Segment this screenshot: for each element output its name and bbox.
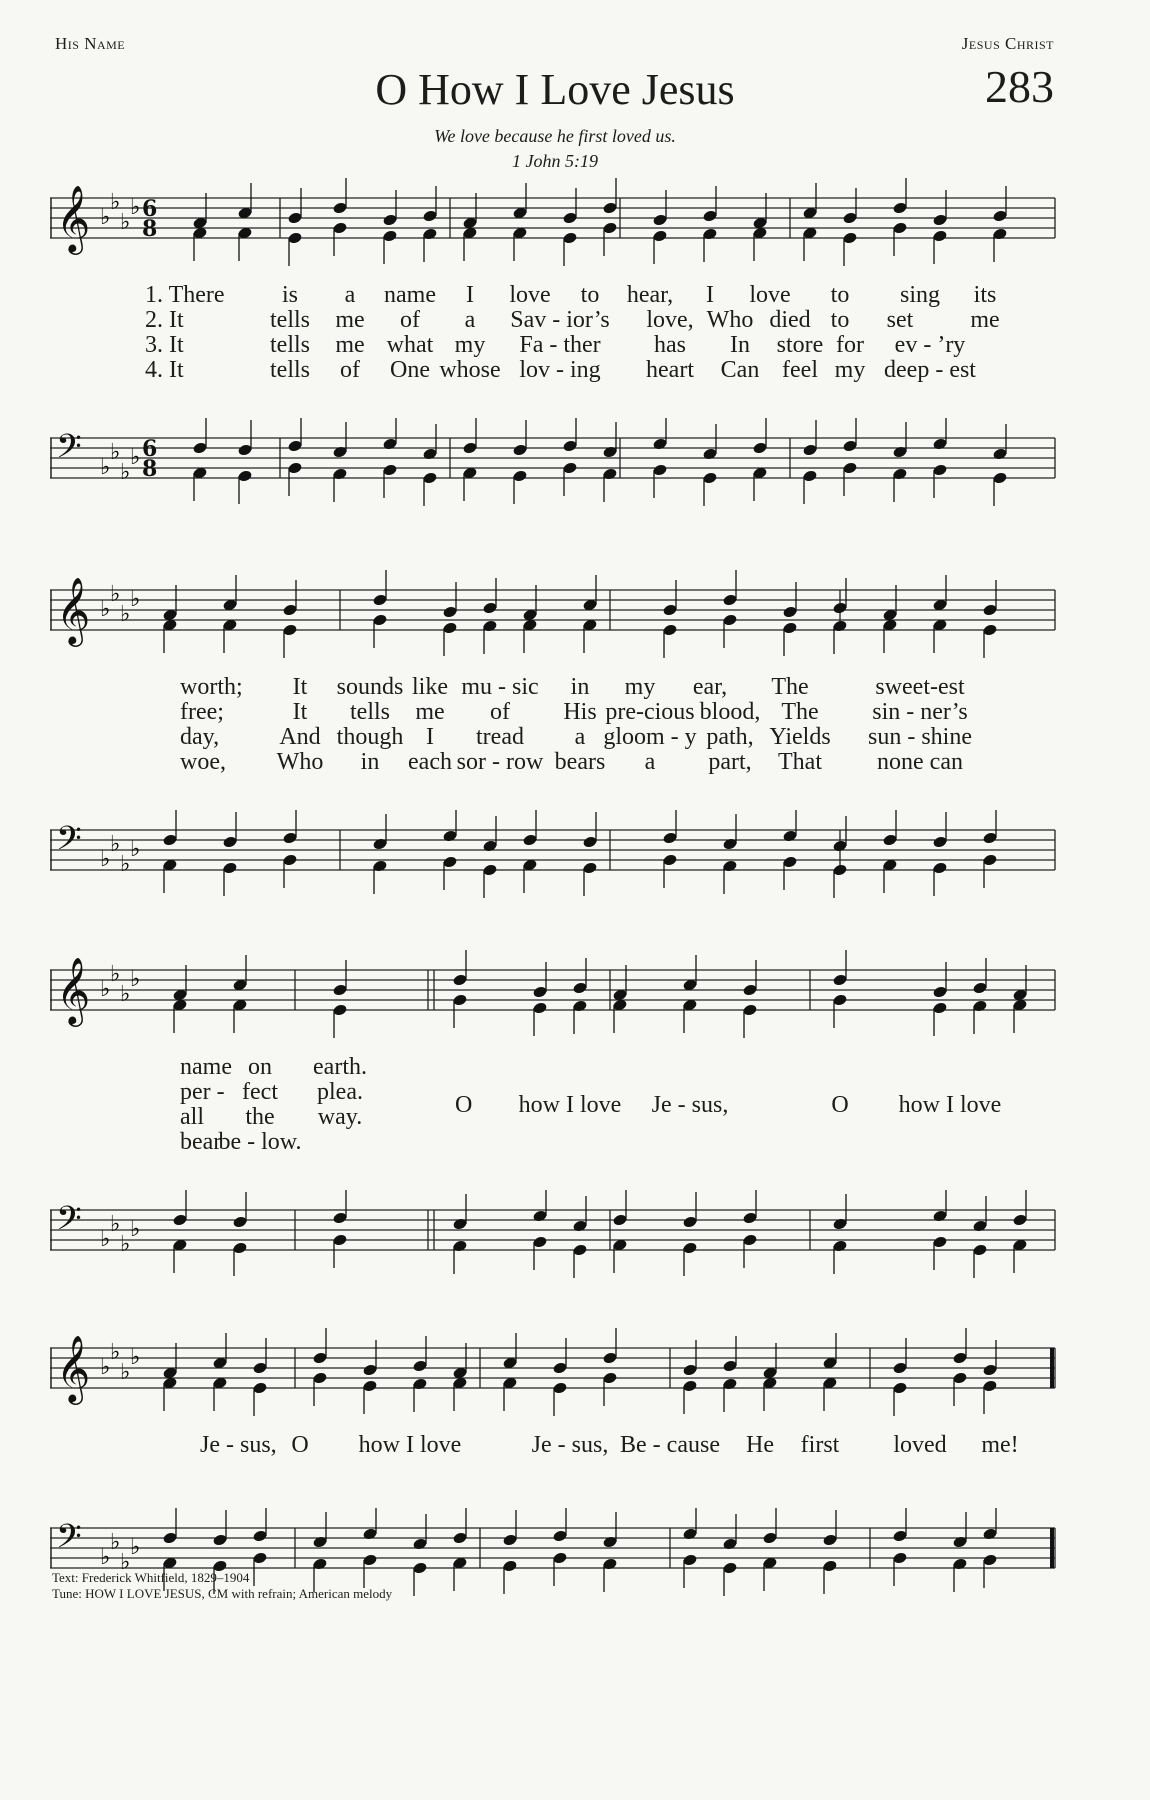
bass-staff xyxy=(50,1190,1060,1290)
hymn-number: 283 xyxy=(985,61,1054,112)
treble-staff xyxy=(50,1328,1060,1428)
verse-4-line xyxy=(50,1129,1060,1157)
lyric-syllable: sun - shine xyxy=(868,724,972,750)
flat-icon: ♭ xyxy=(120,1550,131,1575)
time-signature-top: 6 xyxy=(142,436,158,462)
flat-icon: ♭ xyxy=(100,597,111,622)
lyric-syllable: whose xyxy=(439,357,501,383)
lyric-syllable: ear, xyxy=(692,674,728,700)
lyric-syllable: heart xyxy=(646,357,694,383)
lyric-syllable: 1. There xyxy=(145,282,225,308)
lyric-syllable: how I love xyxy=(898,1092,1002,1118)
lyric-syllable: none can xyxy=(877,749,963,775)
lyric-syllable: Can xyxy=(720,357,760,383)
lyric-syllable: fect xyxy=(242,1079,278,1105)
lyric-syllable: O xyxy=(831,1092,849,1118)
lyric-syllable: The xyxy=(781,699,819,725)
lyric-syllable: Yields xyxy=(769,724,831,750)
bass-staff xyxy=(50,810,1060,910)
lyric-syllable: Je - sus, xyxy=(651,1092,729,1118)
lyric-syllable: though xyxy=(336,724,404,750)
flat-icon: ♭ xyxy=(120,460,131,485)
time-signature-top: 6 xyxy=(142,196,158,222)
lyric-syllable: Fa - ther xyxy=(519,332,601,358)
refrain-line xyxy=(50,1432,1060,1460)
flat-icon: ♭ xyxy=(130,195,141,220)
lyric-syllable: earth. xyxy=(313,1054,367,1080)
lyric-syllable: set xyxy=(886,307,914,333)
lyric-syllable: love, xyxy=(646,307,694,333)
flat-icon: ♭ xyxy=(130,837,141,862)
lyric-syllable: bear xyxy=(180,1129,222,1155)
flat-icon: ♭ xyxy=(130,587,141,612)
lyric-syllable: per - xyxy=(180,1079,225,1105)
flat-icon: ♭ xyxy=(120,602,131,627)
lyric-syllable: tells xyxy=(270,332,310,358)
lyric-syllable: love xyxy=(509,282,551,308)
lyric-syllable: has xyxy=(654,332,686,358)
flat-icon: ♭ xyxy=(110,1340,121,1365)
lyric-syllable: on xyxy=(248,1054,272,1080)
lyric-syllable: Who xyxy=(706,307,754,333)
lyric-syllable: me xyxy=(335,332,365,358)
lyric-syllable: a xyxy=(344,282,356,308)
lyric-syllable: first xyxy=(800,1432,840,1458)
lyric-syllable: each xyxy=(408,749,452,775)
lyric-syllable: mu - sic xyxy=(461,674,539,700)
lyric-syllable: O xyxy=(455,1092,473,1118)
music-system-1 xyxy=(50,178,1060,518)
flat-icon: ♭ xyxy=(110,1530,121,1555)
music-system-4 xyxy=(50,1328,1060,1608)
epigraph-text: We love because he first loved us. xyxy=(434,126,676,146)
flat-icon: ♭ xyxy=(110,190,121,215)
category-label: Jesus Christ xyxy=(961,34,1054,53)
lyric-syllable: sor - row xyxy=(456,749,544,775)
verse-1-line xyxy=(50,1054,1060,1082)
hymn-title: O How I Love Jesus xyxy=(375,65,735,114)
lyric-syllable: for xyxy=(836,332,864,358)
lyric-syllable: of xyxy=(400,307,420,333)
lyric-syllable: 3. It xyxy=(145,332,184,358)
time-signature-bottom: 8 xyxy=(142,456,158,482)
flat-icon: ♭ xyxy=(110,440,121,465)
bass-staff xyxy=(50,418,1060,518)
lyric-syllable: tells xyxy=(350,699,390,725)
lyric-syllable: I xyxy=(426,724,434,750)
verse-lyrics xyxy=(50,278,1060,418)
lyric-syllable: in xyxy=(570,674,590,700)
lyric-syllable: sweet-est xyxy=(875,674,965,700)
lyric-syllable: woe, xyxy=(180,749,226,775)
lyric-syllable: Je - sus, xyxy=(200,1432,277,1458)
lyric-syllable: like xyxy=(412,674,448,700)
flat-icon: ♭ xyxy=(130,1217,141,1242)
flat-icon: ♭ xyxy=(110,582,121,607)
lyric-syllable: worth; xyxy=(180,674,243,700)
lyric-syllable: me xyxy=(970,307,1000,333)
lyric-syllable: 2. It xyxy=(145,307,184,333)
lyric-syllable: sin - ner’s xyxy=(872,699,968,725)
lyric-syllable: blood, xyxy=(699,699,761,725)
flat-icon: ♭ xyxy=(100,455,111,480)
treble-clef-icon: 𝄞 xyxy=(56,956,91,1024)
lyric-syllable: One xyxy=(390,357,430,383)
lyric-syllable: ev - ’ry xyxy=(894,332,966,358)
lyric-syllable: gloom - y xyxy=(603,724,697,750)
lyric-syllable: to xyxy=(580,282,600,308)
lyric-syllable: sounds xyxy=(336,674,404,700)
lyric-syllable: feel xyxy=(782,357,818,383)
flat-icon: ♭ xyxy=(100,1355,111,1380)
lyric-syllable: bears xyxy=(554,749,606,775)
lyric-syllable: day, xyxy=(180,724,220,750)
lyric-syllable: be - low. xyxy=(218,1129,302,1155)
treble-clef-icon: 𝄞 xyxy=(56,1334,91,1402)
lyric-syllable: O xyxy=(291,1432,309,1458)
lyric-syllable: The xyxy=(771,674,809,700)
lyric-syllable: to xyxy=(830,282,850,308)
lyric-syllable: Sav - ior’s xyxy=(510,307,610,333)
section-label: His Name xyxy=(55,34,126,53)
lyric-syllable: In xyxy=(730,332,750,358)
lyric-syllable: in xyxy=(360,749,380,775)
lyric-syllable: Who xyxy=(276,749,324,775)
lyric-syllable: store xyxy=(776,332,824,358)
bass-clef-icon: 𝄢 xyxy=(56,1518,82,1564)
lyric-syllable: free; xyxy=(180,699,224,725)
flat-icon: ♭ xyxy=(130,445,141,470)
treble-staff xyxy=(50,570,1060,670)
lyric-syllable: His xyxy=(563,699,597,725)
lyric-syllable: deep - est xyxy=(884,357,976,383)
flat-icon: ♭ xyxy=(110,1212,121,1237)
lyric-syllable: my xyxy=(624,674,656,700)
lyric-syllable: It xyxy=(292,699,308,725)
lyric-syllable: its xyxy=(973,282,997,308)
verse-lyrics xyxy=(50,1050,1060,1190)
flat-icon: ♭ xyxy=(120,210,131,235)
lyric-syllable: love xyxy=(749,282,791,308)
lyric-syllable: all xyxy=(180,1104,204,1130)
lyric-syllable: Be - cause xyxy=(620,1432,720,1458)
flat-icon: ♭ xyxy=(130,1345,141,1370)
treble-clef-icon: 𝄞 xyxy=(56,184,91,252)
lyric-syllable: part, xyxy=(708,749,752,775)
lyric-syllable: Je - sus, xyxy=(531,1432,609,1458)
flat-icon: ♭ xyxy=(120,1232,131,1257)
verse-1-line xyxy=(50,674,1060,702)
refrain-line xyxy=(50,1092,1060,1120)
credits xyxy=(52,1570,392,1602)
verse-1-line xyxy=(50,282,1060,310)
lyric-syllable: a xyxy=(464,307,476,333)
flat-icon: ♭ xyxy=(120,1360,131,1385)
lyric-syllable: loved xyxy=(893,1432,947,1458)
lyric-syllable: name xyxy=(384,282,436,308)
treble-staff xyxy=(50,178,1060,278)
tune-credit: Tune: HOW I LOVE JESUS, CM with refrain; American melody xyxy=(52,1586,393,1601)
lyric-syllable: is xyxy=(281,282,299,308)
flat-icon: ♭ xyxy=(110,832,121,857)
lyric-syllable: of xyxy=(490,699,510,725)
flat-icon: ♭ xyxy=(130,1535,141,1560)
epigraph-reference: 1 John 5:19 xyxy=(512,151,598,171)
lyric-syllable: me xyxy=(415,699,445,725)
text-credit: Text: Frederick Whitfield, 1829–1904 xyxy=(52,1570,250,1585)
lyric-syllable: to xyxy=(830,307,850,333)
lyric-syllable: tells xyxy=(270,307,310,333)
bass-clef-icon: 𝄢 xyxy=(56,428,82,474)
lyric-syllable: That xyxy=(778,749,822,775)
lyric-syllable: of xyxy=(340,357,360,383)
time-signature-bottom: 8 xyxy=(142,216,158,242)
flat-icon: ♭ xyxy=(100,847,111,872)
lyric-syllable: He xyxy=(746,1432,774,1458)
lyric-syllable: how I love xyxy=(518,1092,622,1118)
lyric-syllable: way. xyxy=(317,1104,363,1130)
flat-icon: ♭ xyxy=(130,967,141,992)
verse-3-line xyxy=(50,332,1060,360)
lyric-syllable: died xyxy=(769,307,811,333)
lyric-syllable: lov - ing xyxy=(519,357,601,383)
verse-4-line xyxy=(50,749,1060,777)
lyric-syllable: how I love xyxy=(358,1432,462,1458)
lyric-syllable: my xyxy=(454,332,486,358)
verse-2-line xyxy=(50,699,1060,727)
verse-4-line xyxy=(50,357,1060,385)
bass-clef-icon: 𝄢 xyxy=(56,1200,82,1246)
flat-icon: ♭ xyxy=(120,852,131,877)
lyric-syllable: the xyxy=(245,1104,275,1130)
lyric-syllable: my xyxy=(834,357,866,383)
lyric-syllable: I xyxy=(466,282,474,308)
lyric-syllable: And xyxy=(279,724,321,750)
flat-icon: ♭ xyxy=(120,982,131,1007)
lyric-syllable: sing xyxy=(899,282,941,308)
flat-icon: ♭ xyxy=(100,977,111,1002)
lyric-syllable: name xyxy=(180,1054,232,1080)
epigraph xyxy=(0,124,1110,174)
flat-icon: ♭ xyxy=(100,1227,111,1252)
verse-3-line xyxy=(50,724,1060,752)
verse-lyrics xyxy=(50,1428,1060,1508)
lyric-syllable: pre-cious xyxy=(605,699,695,725)
flat-icon: ♭ xyxy=(110,962,121,987)
flat-icon: ♭ xyxy=(100,1545,111,1570)
lyric-syllable: plea. xyxy=(317,1079,363,1105)
lyric-syllable: a xyxy=(574,724,586,750)
verse-2-line xyxy=(50,307,1060,335)
lyric-syllable: what xyxy=(386,332,434,358)
lyric-syllable: tells xyxy=(270,357,310,383)
lyric-syllable: me! xyxy=(981,1432,1019,1458)
lyric-syllable: hear, xyxy=(626,282,674,308)
lyric-syllable: a xyxy=(644,749,656,775)
lyric-syllable: It xyxy=(292,674,308,700)
flat-icon: ♭ xyxy=(100,205,111,230)
lyric-syllable: I xyxy=(706,282,714,308)
music-system-3 xyxy=(50,950,1060,1290)
lyric-syllable: tread xyxy=(476,724,524,750)
verse-lyrics xyxy=(50,670,1060,810)
bass-clef-icon: 𝄢 xyxy=(56,820,82,866)
lyric-syllable: me xyxy=(335,307,365,333)
lyric-syllable: 4. It xyxy=(145,357,184,383)
lyric-syllable: path, xyxy=(706,724,754,750)
music-system-2 xyxy=(50,570,1060,910)
treble-clef-icon: 𝄞 xyxy=(56,576,91,644)
treble-staff xyxy=(50,950,1060,1050)
